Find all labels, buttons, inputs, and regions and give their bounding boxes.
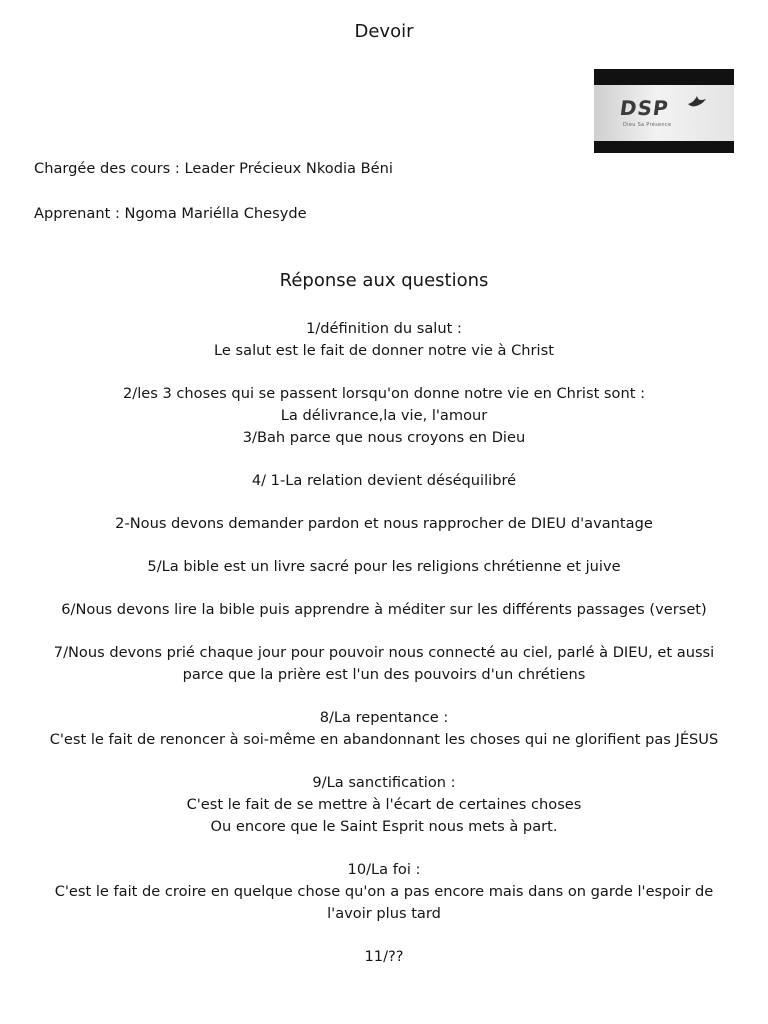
answer-1	[0, 318, 768, 362]
student-line: Apprenant : Ngoma Mariélla Chesyde	[34, 205, 307, 222]
answer-2-text: La délivrance,la vie, l'amour	[280, 407, 488, 424]
answer-8-heading: 8/La repentance :	[319, 709, 449, 726]
answer-7-line-2: parce que la prière est l'un des pouvoirs d'un chrétiens	[182, 666, 586, 683]
answer-4-part-2	[0, 513, 768, 535]
answers-list	[0, 318, 768, 989]
logo-panel	[594, 85, 734, 141]
dsp-logo	[594, 69, 734, 153]
answer-9-line-2: Ou encore que le Saint Esprit nous mets à part.	[210, 818, 558, 835]
answer-10	[0, 859, 768, 925]
answer-3-text: 3/Bah parce que nous croyons en Dieu	[242, 429, 526, 446]
answer-10-line-2: l'avoir plus tard	[327, 905, 441, 922]
answer-4-part-1-text: 4/ 1-La relation devient déséquilibré	[251, 472, 517, 489]
answer-2	[0, 383, 768, 427]
answer-5	[0, 556, 768, 578]
document-title: Devoir	[354, 21, 414, 42]
answer-3	[0, 427, 768, 449]
answer-7	[0, 642, 768, 686]
answer-11-text: 11/??	[364, 948, 404, 965]
dove-icon	[686, 94, 708, 110]
answer-11	[0, 946, 768, 968]
answer-2-heading: 2/les 3 choses qui se passent lorsqu'on donne notre vie en Christ sont :	[123, 385, 645, 402]
answer-1-text: Le salut est le fait de donner notre vie à Christ	[214, 342, 554, 359]
answer-6	[0, 599, 768, 621]
instructor-line: Chargée des cours : Leader Précieux Nkodia Béni	[34, 160, 393, 177]
answer-9-heading: 9/La sanctification :	[312, 774, 456, 791]
answer-10-line-1: C'est le fait de croire en quelque chose qu'on a pas encore mais dans on garde l'espoir de	[54, 883, 714, 900]
answer-9	[0, 772, 768, 838]
answer-9-line-1: C'est le fait de se mettre à l'écart de certaines choses	[186, 796, 582, 813]
logo-subtext: Dieu Sa Présence	[623, 122, 672, 128]
answer-4-part-1	[0, 470, 768, 492]
answer-8-text: C'est le fait de renoncer à soi-même en abandonnant les choses qui ne glorifient pas JÉSUS	[49, 731, 719, 748]
answer-4-part-2-text: 2-Nous devons demander pardon et nous rapprocher de DIEU d'avantage	[115, 515, 653, 532]
answer-7-line-1: 7/Nous devons prié chaque jour pour pouvoir nous connecté au ciel, parlé à DIEU, et aussi	[53, 644, 715, 661]
answer-8	[0, 707, 768, 751]
answer-10-heading: 10/La foi :	[347, 861, 421, 878]
logo-text: DSP	[618, 96, 671, 120]
answer-1-heading: 1/définition du salut :	[306, 320, 462, 337]
answer-5-text: 5/La bible est un livre sacré pour les religions chrétienne et juive	[147, 558, 621, 575]
section-title: Réponse aux questions	[279, 270, 489, 291]
answer-6-text: 6/Nous devons lire la bible puis apprendre à méditer sur les différents passages (verset)	[61, 601, 707, 618]
